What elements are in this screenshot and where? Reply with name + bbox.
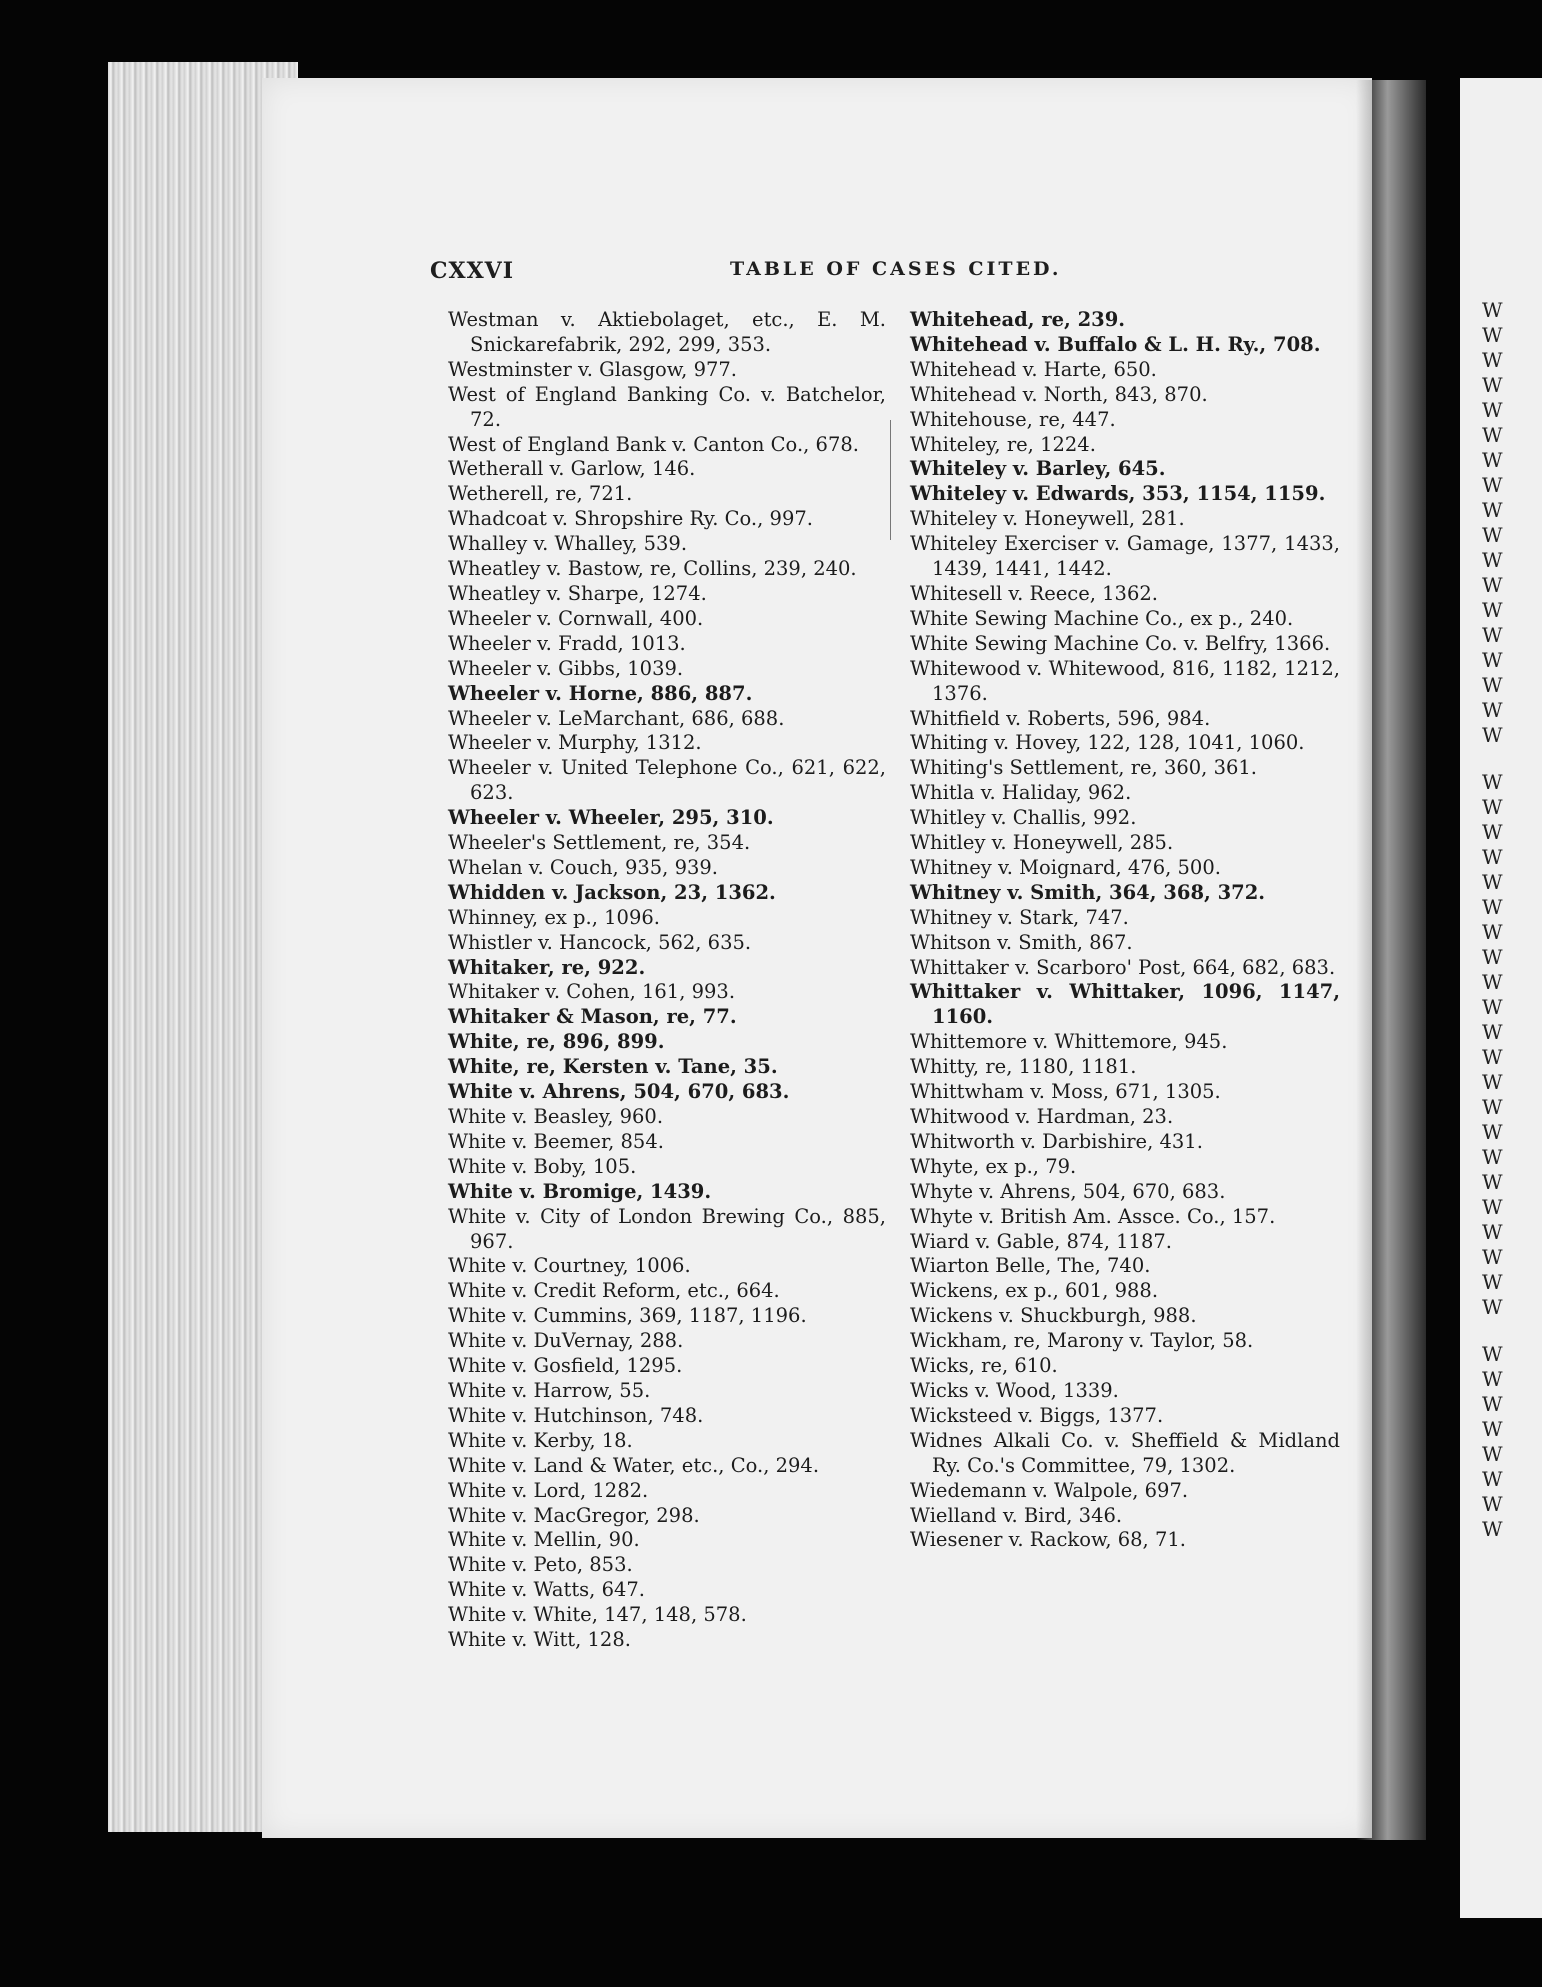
- index-entry: Wheeler v. United Telephone Co., 621, 622, 623.: [448, 756, 886, 805]
- index-entry: Wheeler v. Murphy, 1312.: [448, 731, 702, 755]
- index-entry: Whitney v. Moignard, 476, 500.: [910, 855, 1221, 879]
- index-entry: Whelan v. Couch, 935, 939.: [448, 855, 718, 879]
- next-page-fragment: W: [1482, 1120, 1503, 1144]
- index-entry: Wheatley v. Sharpe, 1274.: [448, 581, 707, 605]
- index-entry: White v. Mellin, 90.: [448, 1528, 640, 1552]
- next-page-fragment: W: [1482, 845, 1503, 869]
- index-entry: Wheeler v. Wheeler, 295, 310.: [448, 806, 774, 830]
- next-page-fragment: W: [1482, 448, 1503, 472]
- index-entry: Wielland v. Bird, 346.: [910, 1503, 1123, 1527]
- next-page-fragment: W: [1482, 623, 1503, 647]
- next-page-fragment: W: [1482, 1342, 1503, 1366]
- index-entry: Wetherell, re, 721.: [448, 482, 633, 506]
- index-entry: Wickens, ex p., 601, 988.: [910, 1279, 1159, 1303]
- next-page-fragment: W: [1482, 473, 1503, 497]
- index-entry: White, re, Kersten v. Tane, 35.: [448, 1055, 778, 1079]
- index-entry: Whitney v. Smith, 364, 368, 372.: [910, 880, 1266, 904]
- next-page-fragment: W: [1482, 698, 1503, 722]
- index-entry: Whittwham v. Moss, 671, 1305.: [910, 1080, 1221, 1104]
- index-entry: Wheeler v. Cornwall, 400.: [448, 606, 704, 630]
- index-entry: White v. Cummins, 369, 1187, 1196.: [448, 1304, 807, 1328]
- index-entry: Whitwood v. Hardman, 23.: [910, 1105, 1174, 1128]
- gutter-shadow: [1356, 80, 1426, 1840]
- index-entry: Westman v. Aktiebolaget, etc., E. M. Snickarefabrik, 292, 299, 353.: [448, 308, 886, 356]
- index-entry: Wiarton Belle, The, 740.: [910, 1254, 1151, 1278]
- next-page-fragment: W: [1482, 1145, 1503, 1169]
- next-page-fragment: W: [1482, 298, 1503, 322]
- index-entry: White v. Bromige, 1439.: [448, 1179, 712, 1203]
- index-entry: White v. Watts, 647.: [448, 1578, 645, 1602]
- index-entry: Whitesell v. Reece, 1362.: [910, 581, 1158, 605]
- index-entry: Whiteley Exerciser v. Gamage, 1377, 1433, 1439, 1441, 1442.: [910, 532, 1340, 581]
- next-page-fragment: W: [1482, 1220, 1503, 1244]
- next-page-fragment: W: [1482, 1070, 1503, 1094]
- next-page-fragment: W: [1482, 1492, 1503, 1516]
- next-page-fragment: W: [1482, 673, 1503, 697]
- next-page-fragment: W: [1482, 723, 1503, 747]
- index-entry: White Sewing Machine Co. v. Belfry, 1366.: [910, 631, 1331, 655]
- index-entry: White v. Harrow, 55.: [448, 1378, 651, 1402]
- next-page-fragment: W: [1482, 598, 1503, 622]
- index-entry: Wheeler's Settlement, re, 354.: [448, 831, 751, 855]
- next-page-fragment: W: [1482, 870, 1503, 894]
- index-entry: Whitney v. Stark, 747.: [910, 905, 1129, 929]
- next-page-fragment: W: [1482, 795, 1503, 819]
- index-entry: White v. White, 147, 148, 578.: [448, 1603, 747, 1627]
- index-entry: White v. Lord, 1282.: [448, 1478, 649, 1502]
- index-entry: Wheeler v. Fradd, 1013.: [448, 631, 686, 655]
- next-page-fragment: W: [1482, 1442, 1503, 1466]
- index-entry: Whalley v. Whalley, 539.: [448, 532, 688, 556]
- index-entry: Whidden v. Jackson, 23, 1362.: [448, 880, 776, 904]
- index-entry: West of England Bank v. Canton Co., 678.: [448, 432, 859, 456]
- index-entry: White v. Credit Reform, etc., 664.: [448, 1279, 780, 1303]
- index-entry: Whitehead v. Harte, 650.: [910, 357, 1157, 381]
- index-entry: Whiteley v. Barley, 645.: [910, 457, 1166, 481]
- next-page-fragment: W: [1482, 945, 1503, 969]
- index-entry: Whittemore v. Whittemore, 945.: [910, 1030, 1228, 1054]
- next-page-fragment: W: [1482, 1045, 1503, 1069]
- index-entry: Wiard v. Gable, 874, 1187.: [910, 1229, 1172, 1253]
- next-page-fragment: W: [1482, 373, 1503, 397]
- next-page-fragment: W: [1482, 1170, 1503, 1194]
- next-page-fragment: W: [1482, 523, 1503, 547]
- index-entry: White v. City of London Brewing Co., 885, 967.: [448, 1204, 886, 1253]
- index-entry: Whiting v. Hovey, 122, 128, 1041, 1060.: [910, 731, 1305, 755]
- index-entry: Wheatley v. Bastow, re, Collins, 239, 240.: [448, 557, 857, 581]
- index-entry: White, re, 896, 899.: [448, 1030, 665, 1054]
- index-entry: Whitaker & Mason, re, 77.: [448, 1005, 737, 1029]
- index-entry: White v. Boby, 105.: [448, 1154, 637, 1178]
- right-column: [910, 308, 1340, 1553]
- index-entry: Widnes Alkali Co. v. Sheffield & Midland Ry. Co.'s Committee, 79, 1302.: [910, 1428, 1340, 1477]
- index-entry: White v. Kerby, 18.: [448, 1428, 633, 1452]
- index-entry: Wheeler v. LeMarchant, 686, 688.: [448, 706, 785, 730]
- index-entry: Whitehead v. North, 843, 870.: [910, 382, 1208, 406]
- next-page-fragment: W: [1482, 648, 1503, 672]
- index-entry: Wiesener v. Rackow, 68, 71.: [910, 1528, 1186, 1552]
- index-entry: Whitty, re, 1180, 1181.: [910, 1055, 1137, 1079]
- index-entry: White v. DuVernay, 288.: [448, 1329, 684, 1353]
- next-page-fragment: W: [1482, 770, 1503, 794]
- index-entry: White v. Beasley, 960.: [448, 1105, 664, 1128]
- index-entry: Wicksteed v. Biggs, 1377.: [910, 1403, 1164, 1427]
- next-page-fragment: W: [1482, 895, 1503, 919]
- index-entry: Whitaker, re, 922.: [448, 955, 646, 979]
- page-number: CXXVI: [430, 258, 515, 284]
- index-entry: Whitley v. Challis, 992.: [910, 806, 1137, 830]
- index-entry: White v. Courtney, 1006.: [448, 1254, 691, 1278]
- next-page-fragment: W: [1482, 1392, 1503, 1416]
- next-page-fragment: W: [1482, 1270, 1503, 1294]
- index-entry: Westminster v. Glasgow, 977.: [448, 357, 737, 381]
- index-entry: White v. Land & Water, etc., Co., 294.: [448, 1453, 820, 1477]
- next-page-fragment: W: [1482, 1417, 1503, 1441]
- index-entry: Whittaker v. Whittaker, 1096, 1147, 1160.: [910, 980, 1340, 1029]
- index-entry: Whittaker v. Scarboro' Post, 664, 682, 683.: [910, 955, 1336, 979]
- next-page-fragment: W: [1482, 548, 1503, 572]
- index-entry: Wheeler v. Gibbs, 1039.: [448, 656, 684, 680]
- index-entry: White v. Witt, 128.: [448, 1628, 631, 1652]
- index-entry: Wheeler v. Horne, 886, 887.: [448, 681, 753, 705]
- index-entry: Whiteley, re, 1224.: [910, 432, 1096, 456]
- index-entry: Whitson v. Smith, 867.: [910, 930, 1133, 954]
- index-entry: Whyte v. British Am. Assce. Co., 157.: [910, 1204, 1276, 1228]
- index-entry: Wetherall v. Garlow, 146.: [448, 457, 696, 481]
- index-entry: Whitfield v. Roberts, 596, 984.: [910, 706, 1211, 730]
- next-page-fragment: W: [1482, 1020, 1503, 1044]
- index-entry: West of England Banking Co. v. Batchelor, 72.: [448, 382, 886, 431]
- index-entry: White v. Beemer, 854.: [448, 1129, 664, 1153]
- index-entry: Wickham, re, Marony v. Taylor, 58.: [910, 1329, 1254, 1353]
- index-entry: Whitehead v. Buffalo & L. H. Ry., 708.: [910, 332, 1321, 356]
- index-entry: Whitehouse, re, 447.: [910, 407, 1116, 431]
- next-page-fragment: W: [1482, 1245, 1503, 1269]
- next-page-fragment: W: [1482, 323, 1503, 347]
- next-page-sliver: [1460, 78, 1542, 1918]
- next-page-fragment: W: [1482, 1295, 1503, 1319]
- next-page-fragment: W: [1482, 820, 1503, 844]
- index-entry: Whadcoat v. Shropshire Ry. Co., 997.: [448, 507, 813, 531]
- index-entry: Whinney, ex p., 1096.: [448, 905, 660, 929]
- index-entry: Whiting's Settlement, re, 360, 361.: [910, 756, 1257, 780]
- index-entry: Whitla v. Haliday, 962.: [910, 781, 1132, 805]
- index-entry: Whitewood v. Whitewood, 816, 1182, 1212, 1376.: [910, 656, 1340, 705]
- index-entry: Whitehead, re, 239.: [910, 308, 1126, 331]
- column-divider: [890, 420, 891, 540]
- index-entry: Wiedemann v. Walpole, 697.: [910, 1478, 1189, 1502]
- index-entry: Whiteley v. Honeywell, 281.: [910, 507, 1185, 531]
- index-entry: Whitley v. Honeywell, 285.: [910, 831, 1174, 855]
- running-title: TABLE OF CASES CITED.: [730, 258, 1062, 280]
- index-entry: White v. Ahrens, 504, 670, 683.: [448, 1080, 790, 1104]
- index-entry: Wicks, re, 610.: [910, 1354, 1058, 1378]
- next-page-fragment: W: [1482, 995, 1503, 1019]
- next-page-fragment: W: [1482, 970, 1503, 994]
- next-page-fragment: W: [1482, 1367, 1503, 1391]
- next-page-fragment: W: [1482, 398, 1503, 422]
- index-entry: Whiteley v. Edwards, 353, 1154, 1159.: [910, 482, 1326, 506]
- index-entry: Whitworth v. Darbishire, 431.: [910, 1129, 1203, 1153]
- next-page-fragment: W: [1482, 1195, 1503, 1219]
- next-page-fragment: W: [1482, 423, 1503, 447]
- index-entry: White v. Gosfield, 1295.: [448, 1354, 683, 1378]
- left-column: [448, 308, 886, 1653]
- index-entry: White v. Hutchinson, 748.: [448, 1403, 704, 1427]
- index-entry: Wicks v. Wood, 1339.: [910, 1378, 1119, 1402]
- index-entry: Whyte v. Ahrens, 504, 670, 683.: [910, 1179, 1226, 1203]
- next-page-fragment: W: [1482, 1517, 1503, 1541]
- index-entry: White Sewing Machine Co., ex p., 240.: [910, 606, 1294, 630]
- index-entry: White v. MacGregor, 298.: [448, 1503, 700, 1527]
- index-entry: Whitaker v. Cohen, 161, 993.: [448, 980, 736, 1004]
- next-page-fragment: W: [1482, 920, 1503, 944]
- index-entry: White v. Peto, 853.: [448, 1553, 633, 1577]
- index-entry: Wickens v. Shuckburgh, 988.: [910, 1304, 1197, 1328]
- next-page-fragment: W: [1482, 1467, 1503, 1491]
- next-page-fragment: W: [1482, 348, 1503, 372]
- next-page-fragment: W: [1482, 573, 1503, 597]
- index-entry: Whyte, ex p., 79.: [910, 1154, 1077, 1178]
- next-page-fragment: W: [1482, 1095, 1503, 1119]
- next-page-fragment: W: [1482, 498, 1503, 522]
- index-entry: Whistler v. Hancock, 562, 635.: [448, 930, 752, 954]
